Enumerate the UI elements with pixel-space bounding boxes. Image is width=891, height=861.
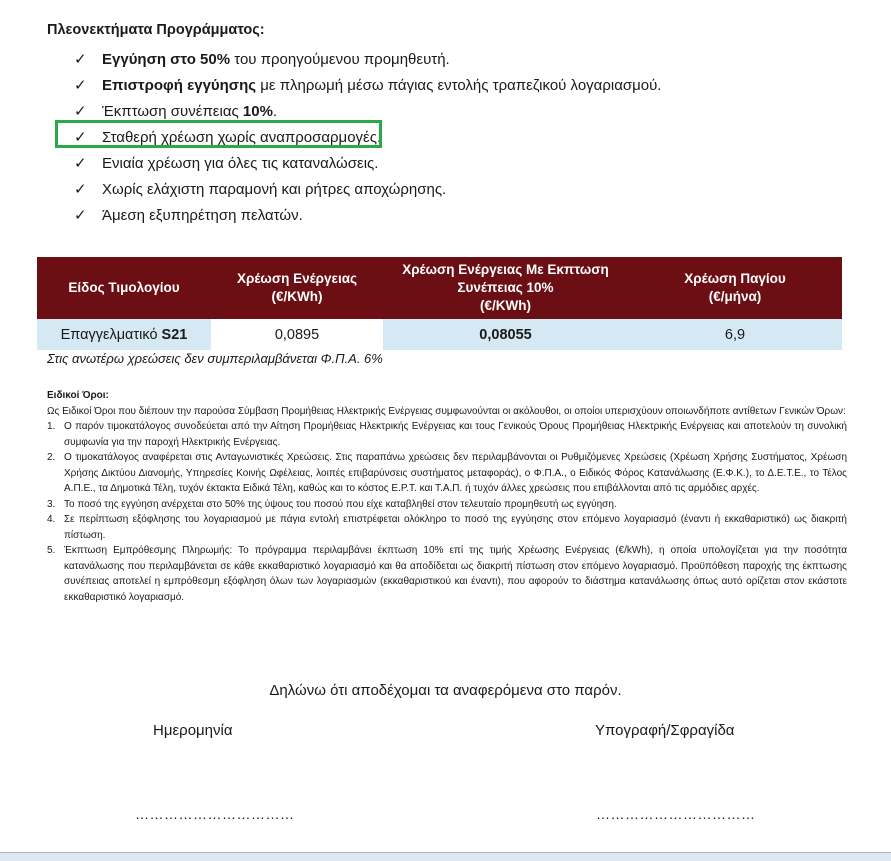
- declaration: Δηλώνω ότι αποδέχομαι τα αναφερόμενα στο παρόν.: [269, 682, 622, 699]
- benefit-item: [74, 46, 661, 72]
- cell-fixed-charge: 6,9: [628, 319, 842, 350]
- benefit-text: Έκπτωση συνέπειας: [102, 102, 243, 120]
- benefit-bold: Εγγύηση στο 50%: [102, 50, 231, 68]
- table-row: [37, 319, 842, 350]
- terms-list: [47, 419, 847, 605]
- terms-intro: Ως Ειδικοί Όροι που διέπουν την παρούσα Σύμβαση Προμήθειας Ηλεκτρικής Ενέργειας συμφωνούνται οι ακόλουθοι, οι οποίοι υπερισχύουν οποιωνδήποτε αντίθετων Γενικών Όρων:: [47, 405, 846, 417]
- check-icon: ✓: [74, 77, 87, 94]
- term-item: 1. Ο παρόν τιμοκατάλογος συνοδεύεται από την Αίτηση Προμήθειας Ηλεκτρικής Ενέργειας και τους Γενικούς Όρους Προμήθειας Ηλεκτρικής Ενέργειας και αποτελούν τη συνολική συμφωνία για την παροχή Ηλεκτρικής Ενέργειας.: [47, 421, 847, 448]
- term-item: 4. Σε περίπτωση εξόφλησης του λογαριασμού με πάγια εντολή επιστρέφεται ολόκληρο το ποσό της εγγύησης στον επόμενο λογαριασμό (έναντι ή εκκαθαριστικό) ως διακριτή πίστωση.: [47, 514, 847, 541]
- date-label: Ημερομηνία: [153, 722, 233, 739]
- check-icon: ✓: [74, 181, 87, 198]
- benefit-text: του προηγούμενου προμηθευτή.: [230, 50, 450, 68]
- highlight-box: [55, 120, 382, 148]
- header-energy-discount: Χρέωση Ενέργειας Με Εκπτωση Συνέπειας 10% (€/KWh): [383, 257, 628, 319]
- terms-heading: Ειδικοί Όροι:: [47, 390, 109, 401]
- signature-label: Υπογραφή/Σφραγίδα: [595, 722, 735, 739]
- benefits-title: Πλεονεκτήματα Προγράμματος:: [47, 22, 265, 38]
- cell-tariff-type: Επαγγελματικό S21: [37, 319, 211, 350]
- benefit-item: [74, 72, 661, 98]
- benefit-text: .: [272, 102, 278, 120]
- benefit-item: [74, 150, 661, 176]
- benefit-text: Χωρίς ελάχιστη παραμονή και ρήτρες αποχώρησης.: [102, 180, 447, 198]
- term-item: 5. Έκπτωση Εμπρόθεσμης Πληρωμής: Το πρόγραμμα περιλαμβάνει έκπτωση 10% επί της τιμής Χρέωσης Ενέργειας (€/kWh), η οποία υπολογίζεται για την ποσότητα κατανάλωσης που περιλαμβάνεται σε κάθε εκκαθαριστικό λογαριασμό και θα αποδίδεται ως διακριτή πίστωση στον επόμενο λογαριασμό. Προϋπόθεση παροχής της έκπτωσης συνέπειας αποτελεί η εμπρόθεσμη εξόφληση όλων των λογαριασμών (εκκαθαριστικού και έναντι), που αφορούν το διάστημα κατανάλωσης όπως αυτό ορίζεται στον εκάστοτε εκκαθαριστικό λογαριασμό.: [47, 545, 847, 603]
- benefit-text: με πληρωμή μέσω πάγιας εντολής τραπεζικού λογαριασμού.: [256, 76, 662, 94]
- term-item: 2. Ο τιμοκατάλογος αναφέρεται στις Ανταγωνιστικές Χρεώσεις. Στις παραπάνω χρεώσεις δεν περιλαμβάνονται οι Ρυθμιζόμενες Χρεώσεις (Χρέωση Χρήσης Συστήματος, Χρέωση Χρήσης Δικτύου Διανομής, Υπηρεσίες Κοινής Ωφέλειας, λοιπές επιβαρύνσεις συστήματος μεταφοράς), ο Φ.Π.Α., ο Ειδικός Φόρος Κατανάλωσης (Ε.Φ.Κ.), το Δ.Ε.Τ.Ε., το Τέλος Α.Π.Ε., τα Δημοτικά Τέλη, τυχόν έκτακτα Ειδικά Τέλη, καθώς και το κόστος Ε.Ρ.Τ. και Τ.Α.Π. ή τυχόν άλλες χρεώσεις που επιβάλλονται από τις αρμόδιες αρχές.: [47, 452, 847, 494]
- benefit-item: [74, 202, 661, 228]
- header-fixed-charge: Χρέωση Παγίου (€/μήνα): [628, 257, 842, 319]
- header-tariff-type: Είδος Τιμολογίου: [37, 257, 211, 319]
- check-icon: ✓: [74, 155, 87, 172]
- tariff-table: [37, 257, 842, 350]
- check-icon: ✓: [74, 103, 87, 120]
- table-header-row: [37, 257, 842, 319]
- special-terms: [47, 388, 847, 605]
- vat-note: Στις ανωτέρω χρεώσεις δεν συμπεριλαμβάνεται Φ.Π.Α. 6%: [47, 351, 383, 366]
- check-icon: ✓: [74, 51, 87, 68]
- check-icon: ✓: [74, 207, 87, 224]
- benefit-text: Σταθερή χρέωση χωρίς αναπροσαρμογές.: [102, 128, 382, 146]
- cell-energy-discount: 0,08055: [383, 319, 628, 350]
- check-icon: ✓: [74, 129, 87, 146]
- benefit-bold: 10%: [242, 102, 273, 120]
- date-field[interactable]: ……………………………: [135, 806, 295, 822]
- benefit-text: Ενιαία χρέωση για όλες τις καταναλώσεις.: [102, 154, 379, 172]
- cell-energy-charge: 0,0895: [211, 319, 383, 350]
- signature-field[interactable]: ……………………………: [596, 806, 756, 822]
- benefit-bold: Επιστροφή εγγύησης: [102, 76, 257, 94]
- term-item: 3. Το ποσό της εγγύηση ανέρχεται στο 50% της ύψους του ποσού που είχε καταβληθεί στον τελευταίο προμηθευτή ως εγγύηση.: [47, 498, 617, 510]
- benefit-text: Άμεση εξυπηρέτηση πελατών.: [102, 206, 303, 224]
- benefit-item: [74, 176, 661, 202]
- header-energy-charge: Χρέωση Ενέργειας (€/KWh): [211, 257, 383, 319]
